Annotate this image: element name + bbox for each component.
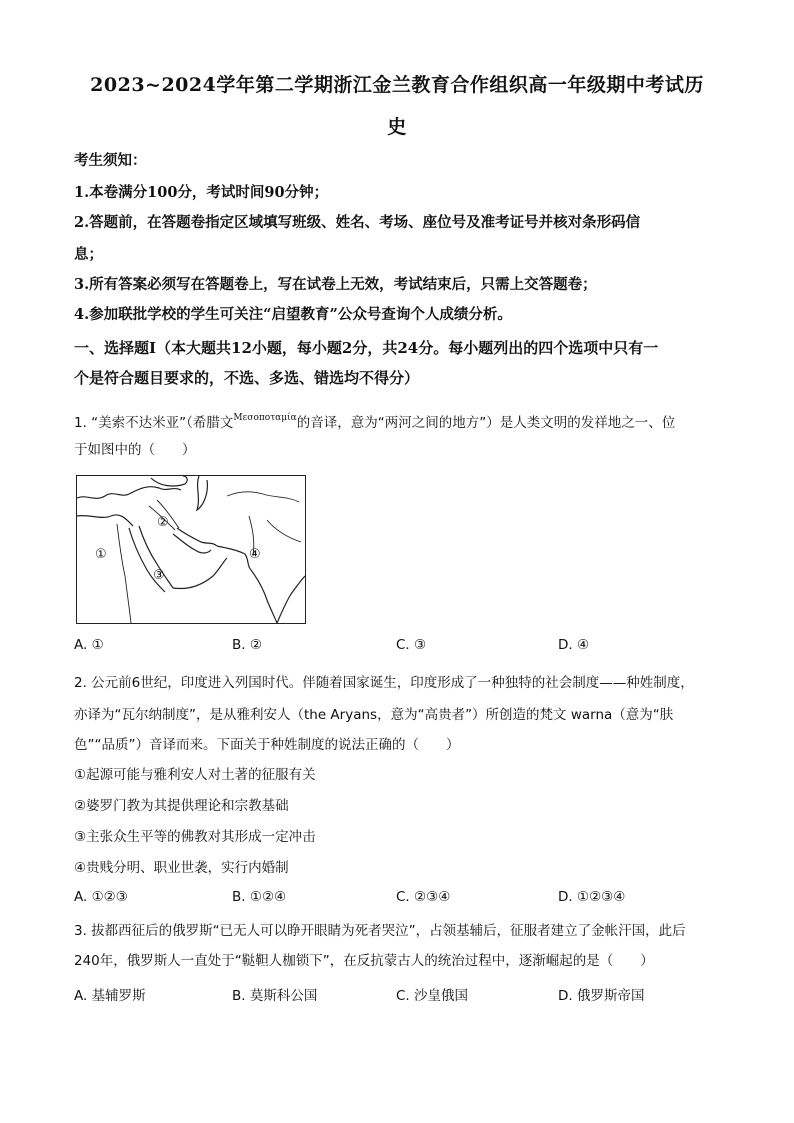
- q2-stem-line1: 2. 公元前6世纪，印度进入列国时代。伴随着国家诞生，印度形成了一种独特的社会制度——种姓制度，: [74, 675, 694, 691]
- exam-title-line1: 2023~2024学年第二学期浙江金兰教育合作组织高一年级期中考试历: [90, 74, 704, 96]
- q2-statement-2: ②婆罗门教为其提供理论和宗教基础: [74, 798, 289, 814]
- q1-text-a: 1. “美索不达米亚”（希腊文: [74, 415, 234, 431]
- q3-option-c[interactable]: C. 沙皇俄国: [396, 988, 469, 1004]
- q1-option-d[interactable]: D. ④: [558, 637, 590, 653]
- q1-text-b: 的音译，意为“两河之间的地方”）是人类文明的发祥地之一、位: [296, 415, 676, 431]
- q1-option-c[interactable]: C. ③: [396, 637, 427, 653]
- notice-item-2-cont: 息；: [74, 246, 103, 263]
- exam-title-line2: 史: [387, 116, 407, 138]
- map-marker-1: ①: [95, 547, 107, 562]
- q1-stem-line1: [74, 403, 724, 438]
- map-marker-4: ④: [249, 547, 261, 562]
- q1-stem-line2: 于如图中的（ ）: [74, 442, 196, 458]
- q2-statement-4: ④贵贱分明、职业世袭，实行内婚制: [74, 860, 289, 876]
- q1-map: [76, 475, 306, 624]
- map-marker-3: ③: [153, 568, 165, 583]
- q2-option-b[interactable]: B. ①②④: [232, 889, 287, 905]
- q1-greek-word: Μεσοποταμία: [233, 413, 297, 423]
- q2-stem-line3: 色”“品质”）音译而来。下面关于种姓制度的说法正确的（ ）: [74, 737, 460, 753]
- notice-item-2: 2.答题前，在答题卷指定区域填写班级、姓名、考场、座位号及准考证号并核对条形码信: [74, 214, 641, 231]
- q3-stem-line1: 3. 拔都西征后的俄罗斯“已无人可以睁开眼睛为死者哭泣”，占领基辅后，征服者建立了金帐汗国，此后: [74, 923, 686, 939]
- q1-map-drawing: [77, 476, 305, 623]
- q1-option-b[interactable]: B. ②: [232, 637, 262, 653]
- q3-option-b[interactable]: B. 莫斯科公国: [232, 988, 318, 1004]
- notice-item-4: 4.参加联批学校的学生可关注“启望教育”公众号查询个人成绩分析。: [74, 306, 512, 323]
- map-marker-2: ②: [157, 515, 169, 530]
- q2-statement-1: ①起源可能与雅利安人对土著的征服有关: [74, 767, 316, 783]
- q2-stem-line2: 亦译为“瓦尔纳制度”，是从雅利安人（the Aryans，意为“高贵者”）所创造的梵文 warna（意为“肤: [74, 707, 674, 723]
- q2-statement-3: ③主张众生平等的佛教对其形成一定冲击: [74, 829, 316, 845]
- q3-option-d[interactable]: D. 俄罗斯帝国: [558, 988, 645, 1004]
- section-heading-line1: 一、选择题Ⅰ（本大题共12小题，每小题2分，共24分。每小题列出的四个选项中只有一: [74, 339, 659, 357]
- q2-option-c[interactable]: C. ②③④: [396, 889, 451, 905]
- exam-title: [60, 64, 734, 148]
- section-heading-line2: 个是符合题目要求的，不选、多选、错选均不得分）: [74, 369, 420, 387]
- q3-stem-line2: 240年，俄罗斯人一直处于“鞑靼人枷锁下”，在反抗蒙古人的统治过程中，逐渐崛起的是（ ）: [74, 953, 654, 969]
- q3-option-a[interactable]: A. 基辅罗斯: [74, 988, 146, 1004]
- notice-item-3: 3.所有答案必须写在答题卷上，写在试卷上无效，考试结束后，只需上交答题卷；: [74, 276, 597, 293]
- notice-item-1: 1.本卷满分100分，考试时间90分钟；: [74, 184, 329, 201]
- q1-option-a[interactable]: A. ①: [74, 637, 104, 653]
- notice-heading: 考生须知：: [74, 152, 147, 169]
- q2-option-a[interactable]: A. ①②③: [74, 889, 128, 905]
- q2-option-d[interactable]: D. ①②③④: [558, 889, 626, 905]
